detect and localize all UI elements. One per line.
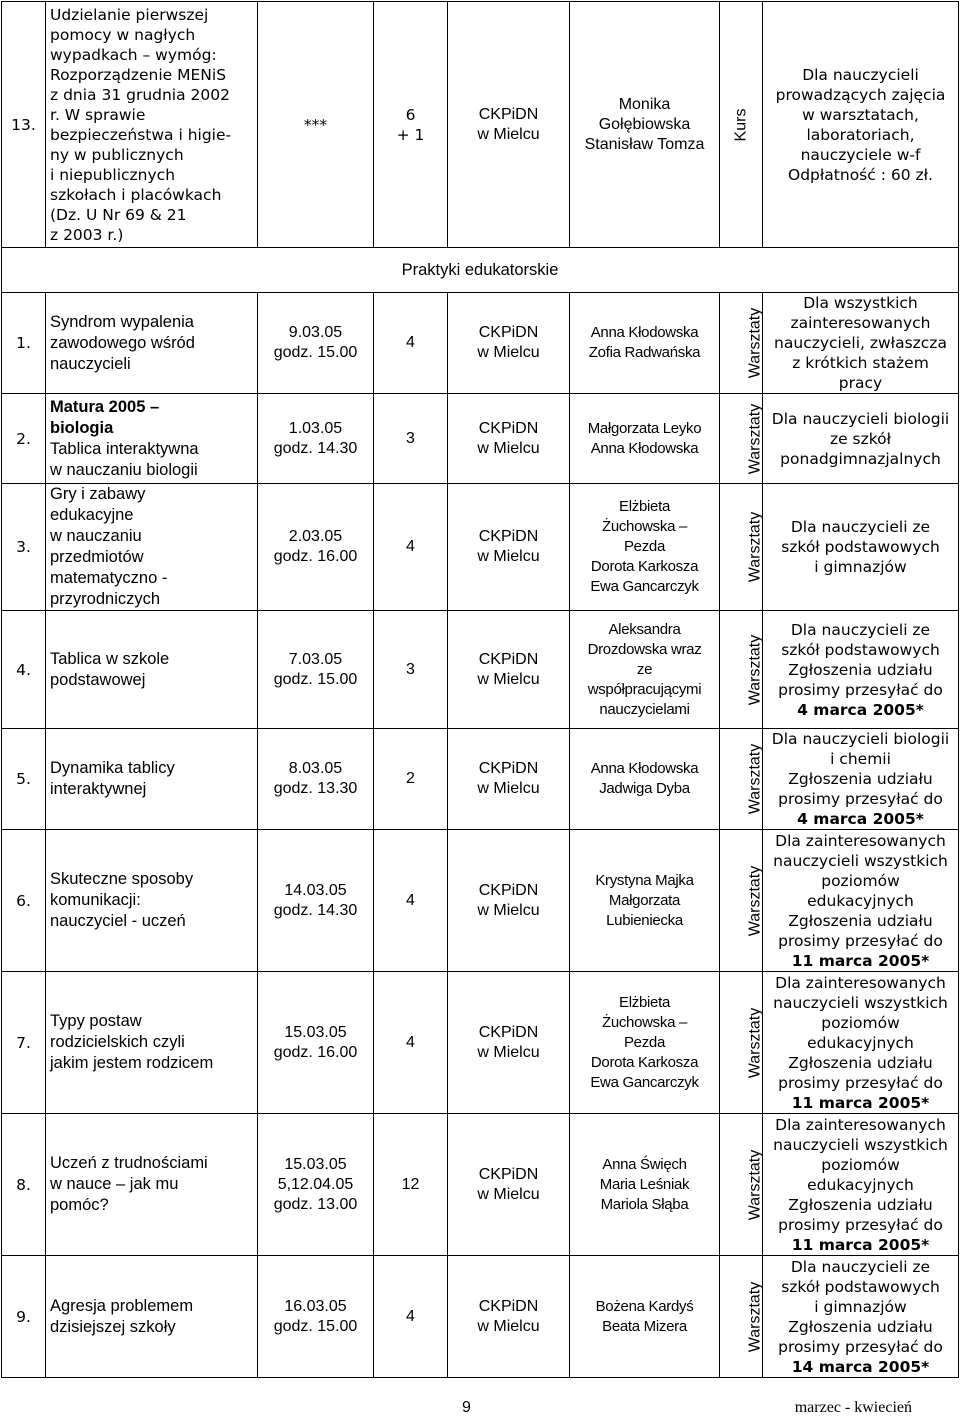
course-title: Agresja problemem dzisiejszej szkoły [46, 1256, 258, 1378]
course-place: CKPiDN w Mielcu [448, 611, 570, 729]
course-date: 16.03.05 godz. 15.00 [258, 1256, 374, 1378]
course-leaders: Elżbieta Żuchowska – Pezda Dorota Karkosza Ewa Gancarczyk [570, 972, 720, 1114]
course-leaders: Anna Kłodowska Jadwiga Dyba [570, 729, 720, 830]
course-date: 15.03.05 5,12.04.05 godz. 13.00 [258, 1114, 374, 1256]
table-row [2, 484, 959, 611]
row-number: 6. [2, 830, 46, 972]
course-title: Uczeń z trudnościami w nauce – jak mu pomóc? [46, 1114, 258, 1256]
course-note: Dla wszystkich zainteresowanych nauczycieli, zwłaszcza z krótkich stażem pracy [763, 293, 959, 394]
course-place: CKPiDN w Mielcu [448, 830, 570, 972]
course-note: Dla nauczycieli biologii ze szkół ponadgimnazjalnych [763, 394, 959, 484]
course-hours: 2 [374, 729, 448, 830]
course-note: Dla zainteresowanych nauczycieli wszystkich poziomów edukacyjnych Zgłoszenia udziału prosimy przesyłać do 11 marca 2005* [763, 1114, 959, 1256]
course-form: Kurs [720, 2, 763, 248]
table-row [2, 729, 959, 830]
course-place: CKPiDN w Mielcu [448, 1114, 570, 1256]
section-header-row [2, 248, 959, 293]
course-leaders: Aleksandra Drozdowska wraz ze współpracującymi nauczycielami [570, 611, 720, 729]
course-hours: 12 [374, 1114, 448, 1256]
row-number: 8. [2, 1114, 46, 1256]
course-hours: 4 [374, 972, 448, 1114]
course-place: CKPiDN w Mielcu [448, 729, 570, 830]
course-date: 14.03.05 godz. 14.30 [258, 830, 374, 972]
course-place: CKPiDN w Mielcu [448, 293, 570, 394]
section-title: Praktyki edukatorskie [2, 248, 959, 293]
course-hours: 4 [374, 293, 448, 394]
row-number: 3. [2, 484, 46, 611]
table-row [2, 611, 959, 729]
course-date: 1.03.05 godz. 14.30 [258, 394, 374, 484]
course-form: Warsztaty [720, 972, 763, 1114]
course-note: Dla zainteresowanych nauczycieli wszystkich poziomów edukacyjnych Zgłoszenia udziału prosimy przesyłać do 11 marca 2005* [763, 972, 959, 1114]
course-leaders: Małgorzata Leyko Anna Kłodowska [570, 394, 720, 484]
course-title: Tablica w szkole podstawowej [46, 611, 258, 729]
course-place: CKPiDN w Mielcu [448, 972, 570, 1114]
course-title: Skuteczne sposoby komunikacji: nauczyciel - uczeń [46, 830, 258, 972]
course-form: Warsztaty [720, 394, 763, 484]
course-hours: 4 [374, 484, 448, 611]
course-title: Dynamika tablicy interaktywnej [46, 729, 258, 830]
course-leaders: Bożena Kardyś Beata Mizera [570, 1256, 720, 1378]
course-leaders: Elżbieta Żuchowska – Pezda Dorota Karkosza Ewa Gancarczyk [570, 484, 720, 611]
course-hours: 4 [374, 1256, 448, 1378]
course-place: CKPiDN w Mielcu [448, 2, 570, 248]
course-note: Dla zainteresowanych nauczycieli wszystkich poziomów edukacyjnych Zgłoszenia udziału prosimy przesyłać do 11 marca 2005* [763, 830, 959, 972]
row-number: 13. [2, 2, 46, 248]
course-title: Udzielanie pierwszej pomocy w nagłych wypadkach – wymóg: Rozporządzenie MENiS z dnia 31 grudnia 2002 r. W sprawie bezpieczeństwa i higie- ny w publicznych i niepublicznych szkołach i placówkach (Dz. U Nr 69 & 21 z 2003 r.) [46, 2, 258, 248]
course-date: 8.03.05 godz. 13.30 [258, 729, 374, 830]
course-form: Warsztaty [720, 729, 763, 830]
course-place: CKPiDN w Mielcu [448, 484, 570, 611]
table-row-13 [2, 2, 959, 248]
course-note: Dla nauczycieli prowadzących zajęcia w warsztatach, laboratoriach, nauczyciele w-f Odpłatność : 60 zł. [763, 2, 959, 248]
course-note: Dla nauczycieli ze szkół podstawowych Zgłoszenia udziału prosimy przesyłać do 4 marca 2005* [763, 611, 959, 729]
course-hours: 6 + 1 [374, 2, 448, 248]
course-hours: 4 [374, 830, 448, 972]
row-number: 9. [2, 1256, 46, 1378]
course-form: Warsztaty [720, 611, 763, 729]
course-leaders: Anna Święch Maria Leśniak Mariola Słąba [570, 1114, 720, 1256]
table-row [2, 1256, 959, 1378]
course-leaders: Anna Kłodowska Zofia Radwańska [570, 293, 720, 394]
table-row [2, 830, 959, 972]
course-form: Warsztaty [720, 1256, 763, 1378]
course-title: Syndrom wypalenia zawodowego wśród nauczycieli [46, 293, 258, 394]
workshop-rows [2, 293, 959, 1378]
page-number: 9 [462, 1399, 471, 1416]
course-place: CKPiDN w Mielcu [448, 394, 570, 484]
training-schedule-table [1, 1, 959, 1378]
course-hours: 3 [374, 394, 448, 484]
course-title: Matura 2005 – biologia Tablica interaktywna w nauczaniu biologii [46, 394, 258, 484]
course-form: Warsztaty [720, 484, 763, 611]
course-date: 7.03.05 godz. 15.00 [258, 611, 374, 729]
row-number: 5. [2, 729, 46, 830]
course-form: Warsztaty [720, 293, 763, 394]
course-leaders: Monika Gołębiowska Stanisław Tomza [570, 2, 720, 248]
course-date: *** [258, 2, 374, 248]
table-row [2, 293, 959, 394]
course-place: CKPiDN w Mielcu [448, 1256, 570, 1378]
row-number: 1. [2, 293, 46, 394]
footer-period: marzec - kwiecień [794, 1399, 912, 1416]
table-row [2, 972, 959, 1114]
course-date: 9.03.05 godz. 15.00 [258, 293, 374, 394]
course-note: Dla nauczycieli biologii i chemii Zgłoszenia udziału prosimy przesyłać do 4 marca 2005* [763, 729, 959, 830]
row-number: 4. [2, 611, 46, 729]
course-title: Typy postaw rodzicielskich czyli jakim jestem rodzicem [46, 972, 258, 1114]
row-number: 2. [2, 394, 46, 484]
course-note: Dla nauczycieli ze szkół podstawowych i gimnazjów [763, 484, 959, 611]
course-date: 2.03.05 godz. 16.00 [258, 484, 374, 611]
table-row [2, 394, 959, 484]
course-form: Warsztaty [720, 830, 763, 972]
course-note: Dla nauczycieli ze szkół podstawowych i gimnazjów Zgłoszenia udziału prosimy przesyłać do 14 marca 2005* [763, 1256, 959, 1378]
table-row [2, 1114, 959, 1256]
course-leaders: Krystyna Majka Małgorzata Lubieniecka [570, 830, 720, 972]
course-date: 15.03.05 godz. 16.00 [258, 972, 374, 1114]
course-form: Warsztaty [720, 1114, 763, 1256]
course-hours: 3 [374, 611, 448, 729]
row-number: 7. [2, 972, 46, 1114]
course-title: Gry i zabawy edukacyjne w nauczaniu przedmiotów matematyczno - przyrodniczych [46, 484, 258, 611]
